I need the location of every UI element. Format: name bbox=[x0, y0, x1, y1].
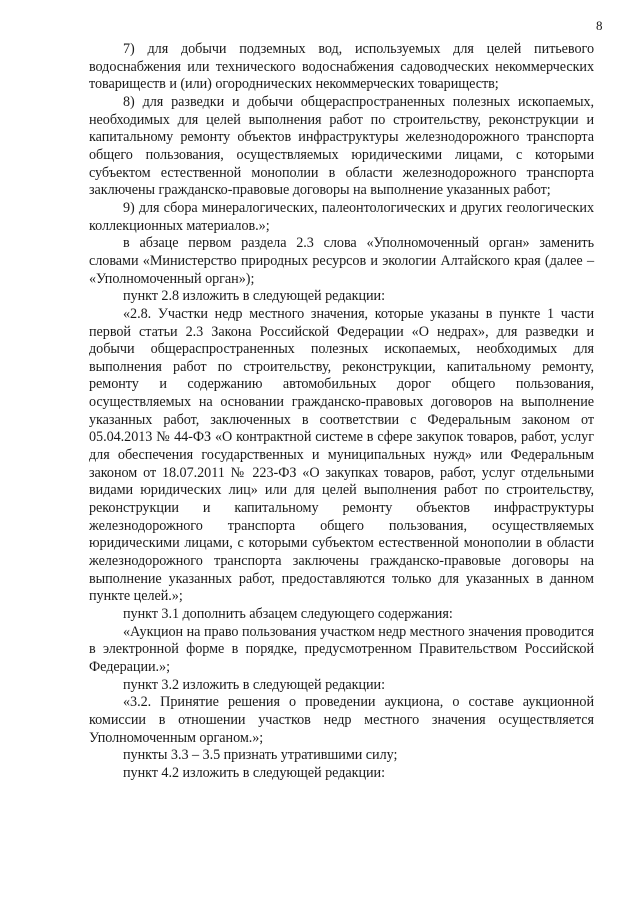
paragraph-clause-2-8: «2.8. Участки недр местного значения, которые указаны в пункте 1 части первой статьи 2.3 Закона Российской Федерации «О недрах», для разведки и добычи общераспространенных полезных ископаемых, необходимых для выполнения работ по строительству, реконструкции, капитальному ремонту, ремонту и содержанию автомобильных дорог общего пользования, осуществляемых на основании гражданско-правовых договоров на выполнение указанных работ, заключенных в соответствии с Федеральным законом от 05.04.2013 № 44-ФЗ «О контрактной системе в сфере закупок товаров, работ, услуг для обеспечения государственных и муниципальных нужд» или Федеральным законом от 18.07.2011 № 223-ФЗ «О закупках товаров, работ, услуг отдельными видами юридических лиц» или для целей выполнения работ по строительству, реконструкции и капитальному ремонту объектов инфраструктуры железнодорожного транспорта общего пользования, осуществляемых юридическими лицами, с которыми субъектом естественной монополии в области железнодорожного транспорта заключены гражданско-правовые договоры на выполнение указанных работ, предоставляются только для указанных в данном пункте целей.»; bbox=[89, 305, 594, 605]
paragraph-amendment-3-2-intro: пункт 3.2 изложить в следующей редакции: bbox=[123, 676, 385, 693]
paragraph-item-7: 7) для добычи подземных вод, используемых для целей питьевого водоснабжения или технического водоснабжения садоводческих некоммерческих товариществ и (или) огороднических некоммерческих товариществ; bbox=[89, 41, 594, 93]
paragraph-amendment-4-2-intro: пункт 4.2 изложить в следующей редакции: bbox=[123, 764, 385, 781]
document-body bbox=[89, 41, 594, 783]
paragraph-amendment-2-3: в абзаце первом раздела 2.3 слова «Уполномоченный орган» заменить словами «Министерство природных ресурсов и экологии Алтайского края (далее – «Уполномоченный орган»); bbox=[89, 235, 594, 287]
paragraph-item-8: 8) для разведки и добычи общераспространенных полезных ископаемых, необходимых для целей выполнения работ по строительству, реконструкции и капитальному ремонту объектов инфраструктуры железнодорожного транспорта общего пользования, осуществляемых юридическими лицами, с которыми субъектом естественной монополии в области железнодорожного транспорта заключены гражданско-правовые договоры на выполнение указанных работ; bbox=[89, 93, 594, 199]
page-number: 8 bbox=[596, 18, 603, 33]
paragraph-clause-3-2: «3.2. Принятие решения о проведении аукциона, о составе аукционной комиссии в отношении участков недр местного значения осуществляется Уполномоченным органом.»; bbox=[89, 694, 594, 746]
paragraph-amendment-3-1-intro: пункт 3.1 дополнить абзацем следующего содержания: bbox=[123, 606, 453, 622]
paragraph-clause-3-1-addition: «Аукцион на право пользования участком недр местного значения проводится в электронной форме в порядке, предусмотренном Правительством Российской Федерации.»; bbox=[89, 623, 594, 675]
paragraph-clauses-3-3-3-5-repeal: пункты 3.3 – 3.5 признать утратившими силу; bbox=[123, 747, 398, 764]
paragraph-amendment-2-8-intro: пункт 2.8 изложить в следующей редакции: bbox=[123, 288, 385, 305]
paragraph-item-9: 9) для сбора минералогических, палеонтологических и других геологических коллекционных материалов.»; bbox=[89, 199, 594, 234]
